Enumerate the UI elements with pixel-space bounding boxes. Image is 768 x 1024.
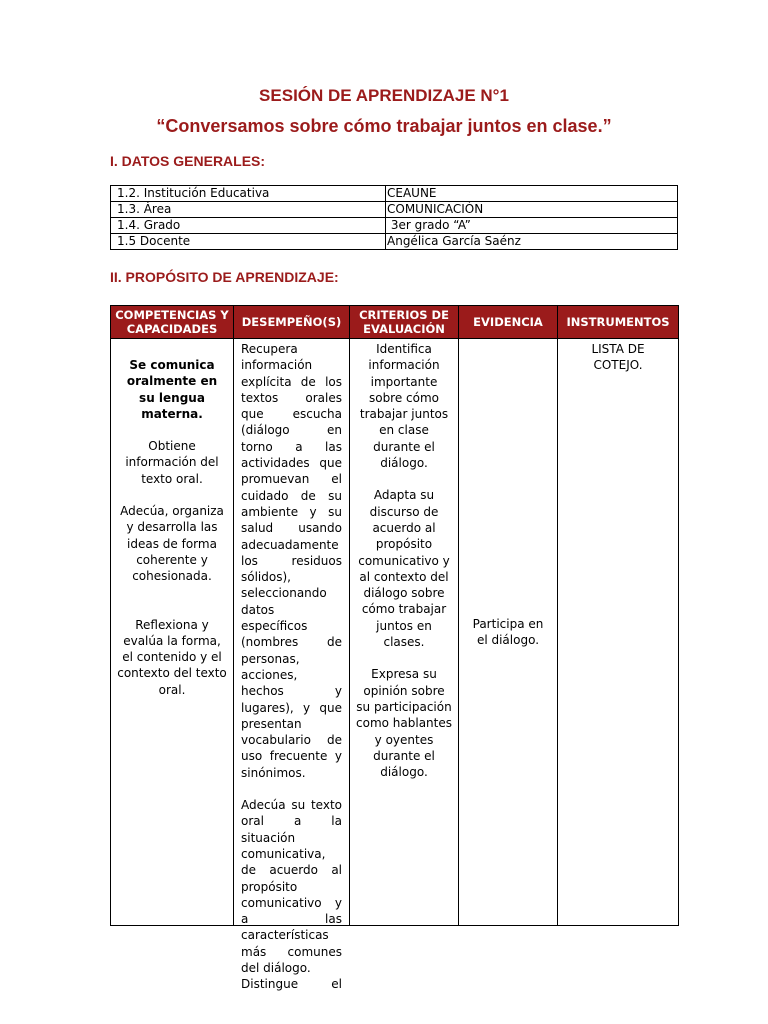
row-value: CEAUNE (386, 186, 678, 202)
table-row (111, 186, 678, 202)
capacidad-text: Obtiene información del texto oral. (125, 439, 219, 486)
evidencia-text: Participa en el diálogo. (472, 616, 544, 647)
row-value: 3er grado “A” (386, 218, 678, 234)
desempeno-text: Adecúa su texto oral a la situación comunicativa, de acuerdo al propósito comunicativo y a las características más comunes del diálogo. (241, 798, 342, 975)
desempenos-cell (234, 339, 350, 992)
purpose-table (110, 305, 679, 992)
column-header: DESEMPEÑO(S) (234, 306, 350, 339)
table-row (111, 202, 678, 218)
row-value: Angélica García Saénz (386, 234, 678, 250)
criterio-text: Adapta su discurso de acuerdo al propósito comunicativo y al contexto del diálogo sobre cómo trabajar juntos en clases. (358, 488, 450, 650)
column-header: CRITERIOS DE EVALUACIÓN (350, 306, 459, 339)
instrumento-text: LISTA DE COTEJO. (591, 342, 645, 373)
row-label: 1.2. Institución Educativa (111, 186, 386, 202)
table-header-row (111, 306, 679, 339)
evidencia-cell (459, 339, 558, 926)
section-heading-datos-generales: I. DATOS GENERALES: (110, 153, 266, 169)
criterio-text: Expresa su opinión sobre su participación como hablantes y oyentes durante el diálogo. (356, 667, 452, 780)
capacidad-text: Reflexiona y evalúa la forma, el contenido y el contexto del texto oral. (117, 617, 227, 697)
criterio-text: Identifica información importante sobre cómo trabajar juntos en clase durante el diálogo. (359, 342, 449, 471)
general-data-table (110, 185, 678, 250)
table-row (111, 234, 678, 250)
table-row (111, 218, 678, 234)
competencias-cell (111, 339, 234, 926)
row-label: 1.5 Docente (111, 234, 386, 250)
desempeno-text: Distingue el (241, 977, 342, 992)
competencia-text: Se comunica oralmente en su lengua materna. (126, 358, 218, 421)
column-header: COMPETENCIAS Y CAPACIDADES (111, 306, 234, 339)
section-heading-proposito: II. PROPÓSITO DE APRENDIZAJE: (110, 269, 339, 285)
capacidad-text: Adecúa, organiza y desarrolla las ideas de forma coherente y cohesionada. (120, 504, 224, 584)
column-header: EVIDENCIA (459, 306, 558, 339)
row-label: 1.3. Área (111, 202, 386, 218)
page-title: SESIÓN DE APRENDIZAJE N°1 (259, 86, 509, 105)
desempeno-text: Recupera información explícita de los textos orales que escucha (diálogo en torno a las actividades que promuevan el cuidado de su ambiente y su salud usando adecuadamente los residuos sólidos), seleccionando datos específicos (nombres de personas, acciones, hechos y lugares), y que presentan vocabulario de uso frecuente y sinónimos. (241, 342, 342, 780)
column-header: INSTRUMENTOS (558, 306, 679, 339)
page-subtitle: “Conversamos sobre cómo trabajar juntos en clase.” (156, 116, 612, 136)
row-value: COMUNICACIÓN (386, 202, 678, 218)
instrumentos-cell (558, 339, 679, 926)
criterios-cell (350, 339, 459, 926)
table-row (111, 339, 679, 926)
row-label: 1.4. Grado (111, 218, 386, 234)
